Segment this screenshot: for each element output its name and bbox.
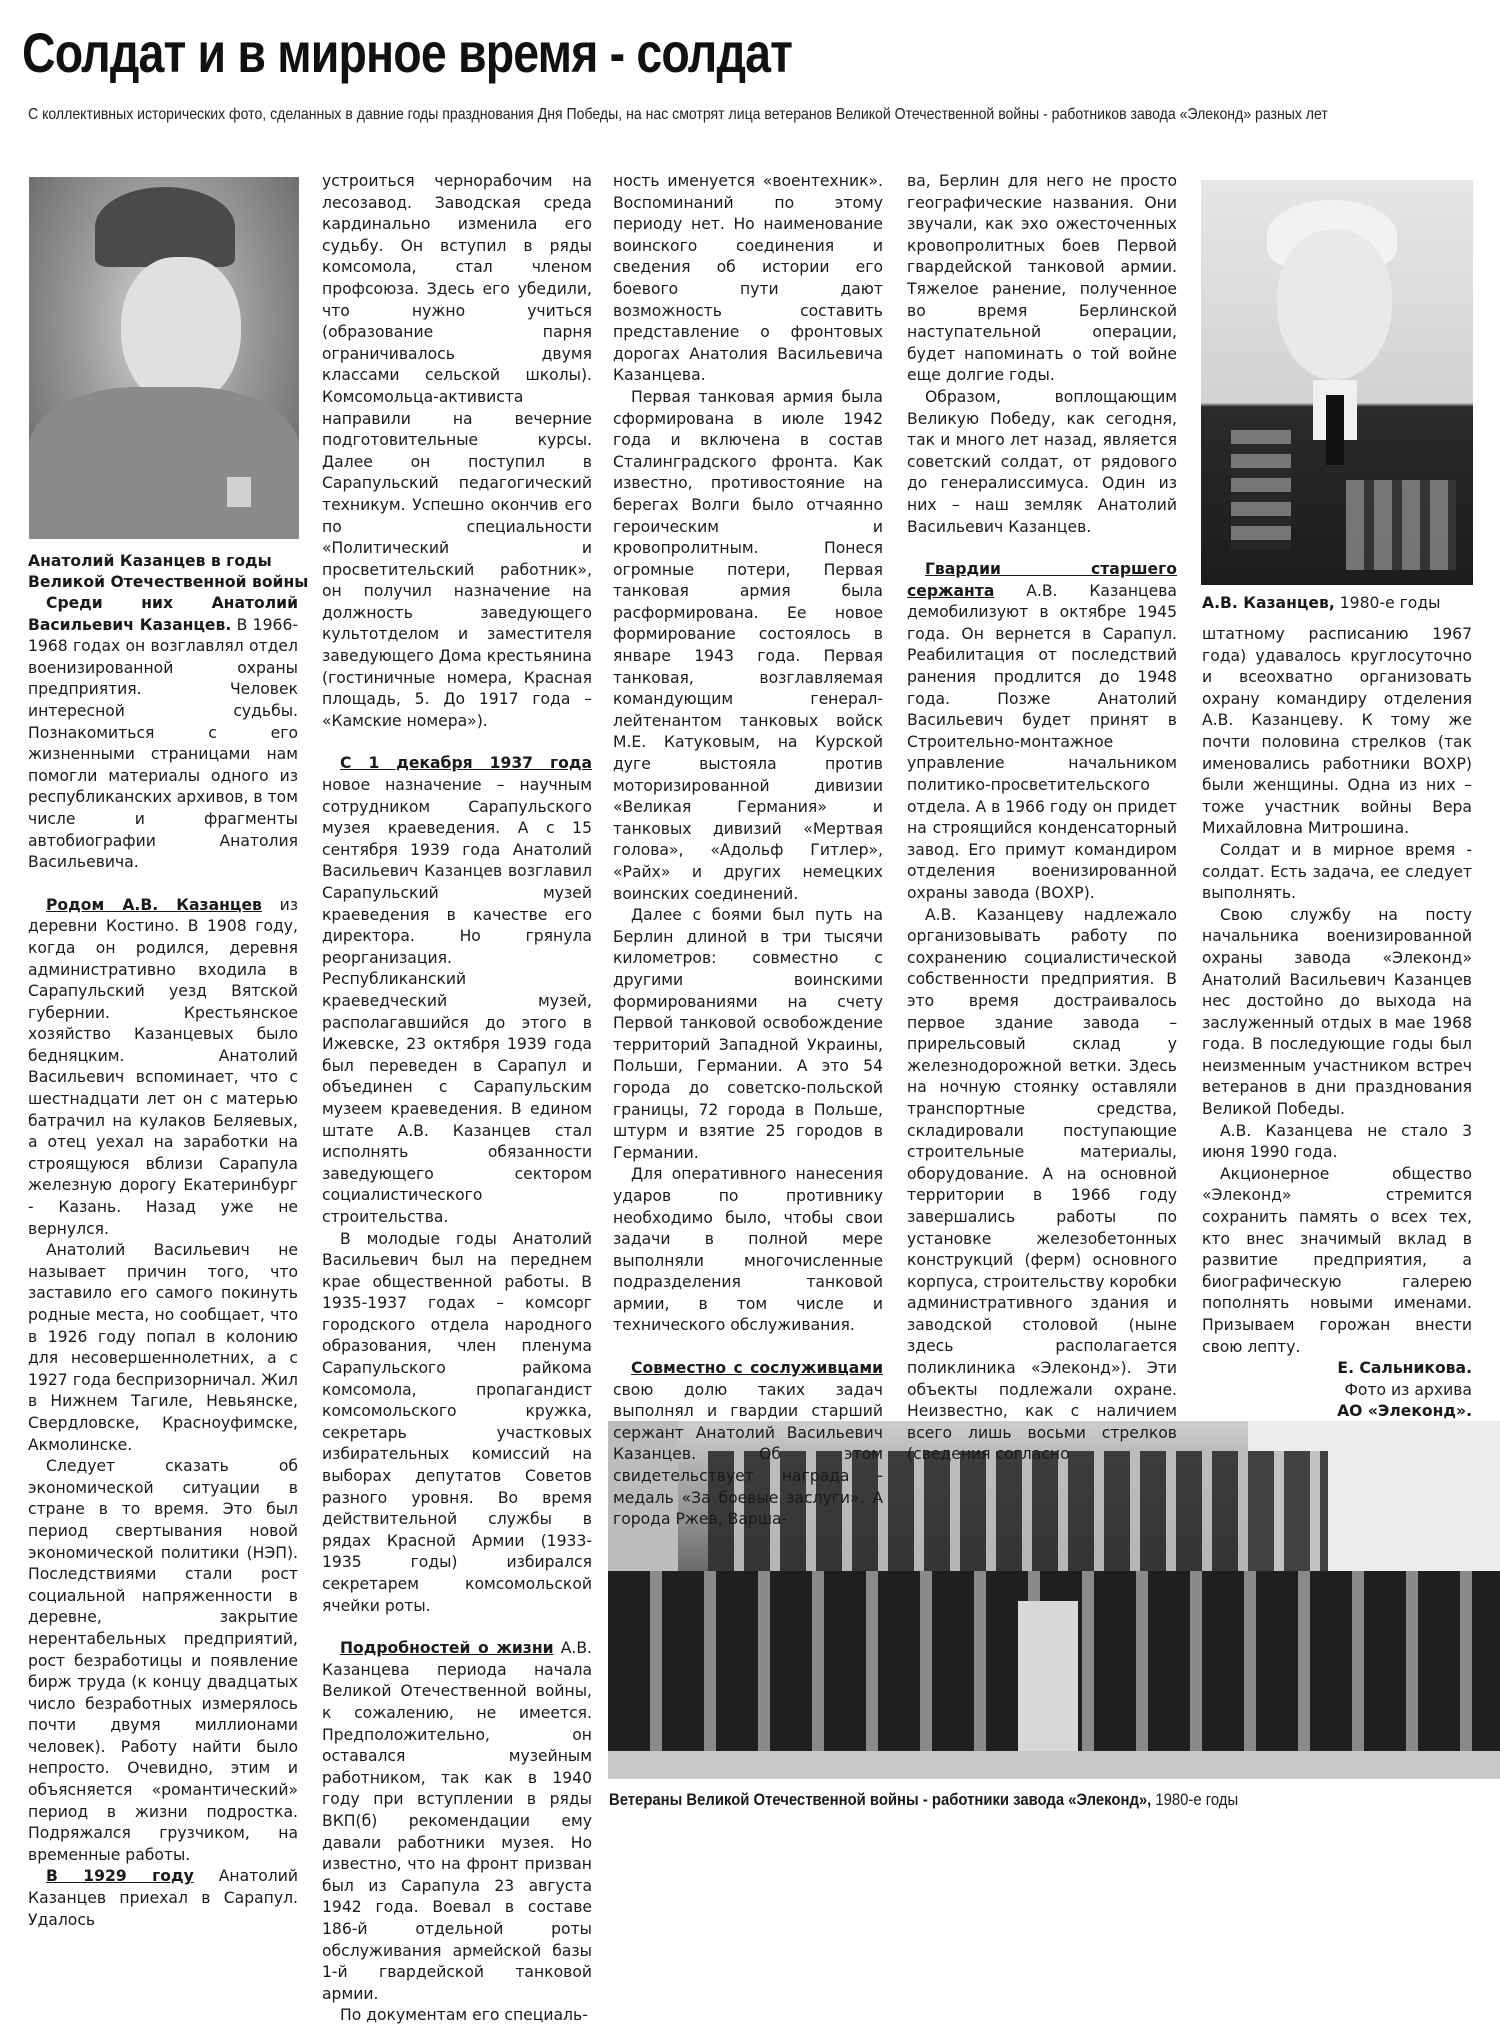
- paragraph: штатному расписанию 1967 года) удавалось круглосуточно и всеохватно организовать охрану командиру отделения А.В. Казанцеву. К тому же почти половина стрелков (так именовались работники ВОХР) были женщины. Одна из них – тоже участник войны Вера Михайловна Митрошина.: [1202, 625, 1472, 838]
- paragraph: Образом, воплощающим Великую Победу, как сегодня, так и много лет назад, является советский солдат, от рядового до генералиссимуса. Один из них – наш земляк Анатолий Васильевич Казанцев.: [907, 387, 1177, 536]
- paragraph: ва, Берлин для него не просто географические названия. Они звучали, как эхо ожесточенных кровопролитных боев Первой гвардейской танковой армии. Тяжелое ранение, полученное во время Берлинской наступательной операции, будет напоминать о той войне еще долгие годы.: [907, 172, 1177, 385]
- paragraph: Первая танковая армия была сформирована в июле 1942 года и включена в состав Сталинградского фронта. Как известно, противостояние на берегах Волги было отчаянно героическим и кровопролитным. Понеся огромные потери, Первая танковая армия была расформирована. Ее новое формирование состоялось в январе 1943 года. Первая танковая, возглавляемая командующим генерал-лейтенантом танковых войск М.Е. Катуковым, на Курской дуге выстояла против моторизированной дивизии «Великая Германия» и танковых дивизий «Мертвая голова», «Адольф Гитлер», «Райх» и других немецких воинских соединений.: [613, 387, 883, 903]
- paragraph: ность именуется «воентехник». Воспоминаний по этому периоду нет. Но наименование воинского соединения и сведения об истории его боевого пути дают возможность составить представление о фронтовых дорогах Анатолия Васильевича Казанцева.: [613, 172, 883, 385]
- tunic-shape: [29, 387, 299, 539]
- paragraph-text: А.В. Казанцева периода начала Великой Отечественной войны, к сожалению, не имеется. Предположительно, он оставался музейным работником, так как в 1940 году при вступлении в ряды ВКП(б) рекомендации ему давали работники музея. Но известно, что на фронт призван был из Сарапула 23 августа 1942 года. Воевал в составе 186-й отдельной роты обслуживания армейской базы 1-й гвардейской танковой армии.: [322, 1639, 592, 2003]
- paragraph-text: свою долю таких задач выполнял и гвардии старший сержант Анатолий Васильевич Казанцев. Об этом свидетельствует награда - медаль «За боевые заслуги». А города Ржев, Варша-: [613, 1380, 883, 1529]
- wartime-portrait-photo: [29, 177, 299, 539]
- subheading-sergeant: Гвардии старшего сержанта: [907, 560, 1177, 600]
- paragraph: [322, 753, 592, 1228]
- paragraph-text: В 1966-1968 годах он возглавлял отдел военизированной охраны предприятия. Человек интересной судьбы. Познакомиться с его жизненными страницами нам помогли материалы одного из республиканских архивов, в том числе и фрагменты автобиографии Анатолия Васильевича.: [28, 615, 298, 872]
- subheading-birth: Родом А.В. Казанцев: [46, 895, 262, 914]
- tie-shape: [1326, 395, 1344, 465]
- paragraph: Следует сказать об экономической ситуации в стране в то время. Это был период свертывания новой экономической политики (НЭП). Последствиями стали рост социальной напряженности в деревне, закрытие нерентабельных предприятий, рост безработицы и появление бирж труда (к концу двадцатых число безработных измерялось почти двумя миллионами человек). Работу найти было непросто. Очевидно, этим и объясняется «романтический» период в жизни подростка. Подряжался грузчиком, на временные работы.: [28, 1457, 298, 1864]
- medals-shape: [1346, 480, 1456, 570]
- paragraph: Акционерное общество «Элеконд» стремится сохранить память о всех тех, кто внес значимый вклад в развитие предприятия, а биографическую галерею пополнять новыми именами. Призываем горожан внести свою лепту.: [1202, 1164, 1472, 1356]
- author-signature: Е. Сальникова.: [1337, 1359, 1472, 1378]
- late-portrait-caption: [1202, 593, 1492, 614]
- paragraph-text: А.В. Казанцева демобилизуют в октябре 1945 года. Он вернется в Сарапул. Реабилитация от последствий ранения продлится до 1948 года. Позже Анатолий Васильевич будет принят в Строительно-монтажное управление начальником политико-просветительского отдела. А в 1966 году он придет на строящийся конденсаторный завод. Его примут командиром отделения военизированной охраны завода (ВОХР).: [907, 581, 1177, 902]
- woman-dress-shape: [1018, 1601, 1078, 1761]
- wartime-portrait-caption: Анатолий Казанцев в годы Великой Отечественной войны: [28, 552, 309, 591]
- article-lead: С коллективных исторических фото, сделанных в давние годы празднования Дня Победы, на нас смотрят лица ветеранов Великой Отечественной войны - работников завода «Элеконд» разных лет: [28, 106, 1328, 123]
- article-column-5: [1202, 624, 1472, 1423]
- article-headline: Солдат и в мирное время - солдат: [22, 21, 793, 84]
- article-column-4: [907, 171, 1177, 1466]
- article-column-1: [28, 593, 298, 1931]
- paragraph-text: из деревни Костино. В 1908 году, когда он родился, деревня административно входила в Сарапульский уезд Вятской губернии. Крестьянское хозяйство Казанцевых было бедняцким. Анатолий Васильевич вспоминает, что с шестнадцати лет он с матерью батрачил на кулаков Беляевых, а отец уехал на заработки на строящуюся вблизи Сарапула железную дорогу Екатеринбург - Казань. Назад уже не вернулся.: [28, 895, 298, 1238]
- subheading-details: Подробностей о жизни: [340, 1639, 554, 1658]
- paragraph: [907, 559, 1177, 905]
- paragraph: По документам его специаль-: [340, 2006, 588, 2025]
- article-column-3: [613, 171, 883, 1531]
- subheading-comrades: Совместно с сослуживцами: [631, 1359, 883, 1378]
- paragraph: А.В. Казанцеву надлежало организовывать работу по сохранению социалистической собственности предприятия. В это время достраивалось первое здание завода – прирельсовый склад у железнодорожной ветки. Здесь на ночную стоянку оставляли транспортные средства, складировали поступающие строительные материалы, оборудование. А на основной территории в 1966 году завершались работы по установке железобетонных конструкций (ферм) основного корпуса, строительству коробки административного здания и заводской столовой (ныне здесь располагается поликлиника «Элеконд»). Эти объекты подлежали охране. Неизвестно, как с наличием всего лишь восьми стрелков (сведения согласно: [907, 905, 1177, 1464]
- paragraph: Солдат и в мирное время - солдат. Есть задача, ее следует выполнять.: [1202, 840, 1472, 903]
- paragraph: [28, 895, 298, 1241]
- paragraph: А.В. Казанцева не стало 3 июня 1990 года.: [1202, 1121, 1472, 1162]
- photo-credit-line: Фото из архива: [1344, 1380, 1472, 1399]
- paragraph: Свою службу на посту начальника военизированной охраны завода «Элеконд» Анатолий Васильевич Казанцев нес достойно до выхода на заслуженный отдых в мае 1968 года. В последующие годы был неизменным участником встреч ветеранов в дни празднования Великой Победы.: [1202, 905, 1472, 1119]
- subheading-1937: С 1 декабря 1937 года: [340, 754, 592, 773]
- paragraph-text: новое назначение – научным сотрудником Сарапульского музея краеведения. А с 15 сентября 1939 года Анатолий Васильевич Казанцев возглавил Сарапульский музей краеведения в качестве его директора. Но грянула реорганизация. Республиканский краеведческий музей, располагавшийся до этого в Ижевске, 23 октября 1939 года был переведен в Сарапул и объединен с Сарапульским музеем краеведения. В едином штате А.В. Казанцев стал исполнять обязанности заведующего сектором социалистического строительства.: [322, 776, 592, 1226]
- paragraph: [28, 1866, 298, 1931]
- badges-shape: [1231, 430, 1291, 550]
- late-portrait-caption-name: А.В. Казанцев,: [1202, 594, 1335, 612]
- group-photo-caption-title: Ветераны Великой Отечественной войны - работники завода «Элеконд»,: [609, 1791, 1152, 1809]
- intro-bold: Среди них Анатолий Васильевич Казанцев.: [28, 594, 298, 634]
- paragraph: Для оперативного нанесения ударов по противнику необходимо было, чтобы свои задачи в полной мере выполняли многочисленные подразделения танковой армии, в том числе и технического обслуживания.: [613, 1165, 883, 1335]
- paragraph: [613, 1358, 883, 1531]
- steps-shape: [608, 1751, 1500, 1779]
- face-shape: [121, 257, 241, 407]
- paragraph: В молодые годы Анатолий Васильевич был на переднем крае общественной работы. В 1935-1937 годах – комсорг городского отдела народного образования, член пленума Сарапульского райкома комсомола, пропагандист комсомольского кружка, секретарь участковых избирательных комиссий на выборах депутатов Советов разного уровня. Во время действительной службы в рядах Красной Армии (1933-1935 годы) избирался секретарем комсомольской ячейки роты.: [322, 1229, 592, 1615]
- paragraph: Анатолий Васильевич не называет причин того, что заставило его самого покинуть родные места, но сообщает, что в 1926 году попал в колонию для несовершеннолетних, а с 1927 года беспризорничал. Жил в Нижнем Тагиле, Невьянске, Свердловске, Красноуфимске, Акмолинске.: [28, 1241, 298, 1454]
- paragraph: Далее с боями был путь на Берлин длиной в три тысячи километров: совместно с другими воинскими формированиями на счету Первой танковой освобождение территорий Западной Украины, Польши, Германии. А это 54 города до советско-польской границы, 72 города в Польше, штурм и взятие 25 городов в Германии.: [613, 906, 883, 1162]
- paragraph: устроиться чернорабочим на лесозавод. Заводская среда кардинально изменила его судьбу. Он вступил в ряды комсомола, стал членом профсоюза. Здесь его убедили, что нужно учиться (образование парня ограничивалось двумя классами сельской школы). Комсомольца-активиста направили на вечерние подготовительные курсы. Далее он поступил в Сарапульский педагогический техникум. Успешно окончив его по специальности «Политический и просветительский работник», он получил назначение на должность заведующего культотделом и заместителя заведующего Дома крестьянина (гостиничные номера, Красная площадь, 5. До 1917 года – «Камские номера»).: [322, 172, 592, 730]
- paragraph: [28, 593, 298, 874]
- late-portrait-photo: [1201, 180, 1473, 585]
- cap-shape: [95, 187, 235, 267]
- subheading-1929: В 1929 году: [46, 1867, 194, 1886]
- article-column-2: [322, 171, 592, 2027]
- face-shape: [1277, 230, 1392, 380]
- photo-credit-org: АО «Элеконд».: [1337, 1402, 1472, 1421]
- late-portrait-caption-years: 1980-е годы: [1334, 594, 1441, 612]
- group-photo-caption-years: 1980-е годы: [1151, 1791, 1239, 1809]
- group-photo-caption: [609, 1790, 1419, 1811]
- paragraph-text: Анатолий Казанцев приехал в Сарапул. Удалось: [28, 1867, 298, 1929]
- medal-shape: [227, 477, 251, 507]
- paragraph: [322, 1638, 592, 2005]
